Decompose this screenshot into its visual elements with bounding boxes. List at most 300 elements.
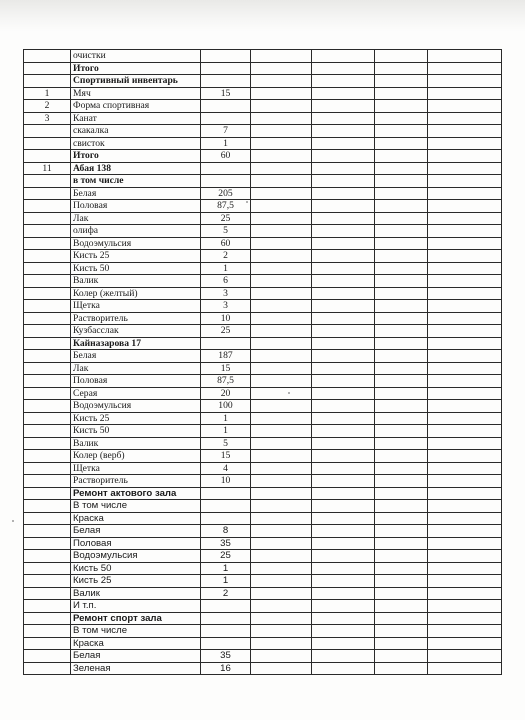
empty-cell [312,400,375,413]
empty-cell [312,575,375,588]
empty-cell [312,425,375,438]
row-number [24,50,71,63]
row-number [24,400,71,413]
row-number [24,512,71,525]
row-number [24,587,71,600]
table-row [24,475,502,488]
item-name: в том числе [71,175,201,188]
empty-cell [251,550,312,563]
empty-cell [375,362,428,375]
item-name: Растворитель [71,312,201,325]
empty-cell [375,487,428,500]
empty-cell [251,487,312,500]
empty-cell [251,587,312,600]
empty-cell [375,500,428,513]
empty-cell [428,625,502,638]
empty-cell [428,587,502,600]
empty-cell [251,575,312,588]
empty-cell [312,187,375,200]
table-row [24,412,502,425]
empty-cell [251,500,312,513]
empty-cell [251,50,312,63]
empty-cell [428,50,502,63]
item-quantity: 100 [201,400,251,413]
empty-cell [428,550,502,563]
empty-cell [312,175,375,188]
item-name: Половая [71,200,201,213]
row-number [24,137,71,150]
empty-cell [428,87,502,100]
empty-cell [312,550,375,563]
empty-cell [312,87,375,100]
empty-cell [312,612,375,625]
empty-cell [312,325,375,338]
item-name: Кисть 50 [71,262,201,275]
item-name: Водоэмульсия [71,400,201,413]
row-number [24,150,71,163]
item-name: В том числе [71,500,201,513]
item-quantity [201,512,251,525]
empty-cell [375,62,428,75]
empty-cell [428,212,502,225]
empty-cell [375,162,428,175]
row-number: 3 [24,112,71,125]
item-quantity: 8 [201,525,251,538]
empty-cell [251,75,312,88]
empty-cell [312,650,375,663]
empty-cell [375,287,428,300]
table-row [24,362,502,375]
row-number [24,662,71,675]
empty-cell [251,600,312,613]
table-row [24,600,502,613]
table-row [24,175,502,188]
row-number [24,525,71,538]
item-name: Серая [71,387,201,400]
empty-cell [375,112,428,125]
row-number [24,575,71,588]
item-quantity: 35 [201,650,251,663]
empty-cell [375,437,428,450]
table-row [24,75,502,88]
row-number [24,262,71,275]
empty-cell [428,525,502,538]
empty-cell [428,237,502,250]
empty-cell [428,112,502,125]
item-name: Кисть 50 [71,562,201,575]
empty-cell [375,312,428,325]
item-name: Кисть 25 [71,575,201,588]
table-row [24,550,502,563]
empty-cell [251,400,312,413]
empty-cell [375,550,428,563]
row-number [24,375,71,388]
row-number [24,75,71,88]
empty-cell [251,137,312,150]
item-name: Половая [71,375,201,388]
empty-cell [251,387,312,400]
item-quantity: 2 [201,587,251,600]
empty-cell [428,337,502,350]
table-row [24,612,502,625]
empty-cell [312,212,375,225]
item-quantity: 20 [201,387,251,400]
empty-cell [428,125,502,138]
table-row [24,150,502,163]
empty-cell [428,300,502,313]
empty-cell [251,162,312,175]
table-row [24,400,502,413]
item-name: Лак [71,212,201,225]
table-row [24,262,502,275]
table-row [24,462,502,475]
empty-cell [251,650,312,663]
empty-cell [251,437,312,450]
item-quantity: 60 [201,150,251,163]
item-name: Мяч [71,87,201,100]
item-quantity: 2 [201,250,251,263]
empty-cell [251,125,312,138]
row-number [24,250,71,263]
empty-cell [251,312,312,325]
item-name: Валик [71,437,201,450]
empty-cell [251,562,312,575]
item-quantity: 1 [201,575,251,588]
empty-cell [312,100,375,113]
empty-cell [375,375,428,388]
table-row [24,200,502,213]
empty-cell [375,462,428,475]
empty-cell [375,262,428,275]
empty-cell [312,225,375,238]
item-name: Половая [71,537,201,550]
empty-cell [428,225,502,238]
table-row [24,300,502,313]
item-name: Колер (желтый) [71,287,201,300]
item-quantity: 25 [201,212,251,225]
table-row [24,212,502,225]
empty-cell [428,62,502,75]
empty-cell [251,525,312,538]
row-number [24,500,71,513]
empty-cell [312,137,375,150]
item-name: Форма спортивная [71,100,201,113]
item-name: Ремонт актового зала [71,487,201,500]
empty-cell [428,362,502,375]
empty-cell [312,500,375,513]
item-quantity: 3 [201,287,251,300]
row-number [24,425,71,438]
item-name: Итого [71,62,201,75]
empty-cell [251,462,312,475]
empty-cell [312,537,375,550]
row-number: 11 [24,162,71,175]
row-number [24,287,71,300]
empty-cell [312,412,375,425]
item-name: Валик [71,275,201,288]
item-quantity: 10 [201,475,251,488]
table-row [24,50,502,63]
table-row [24,387,502,400]
empty-cell [312,637,375,650]
empty-cell [312,312,375,325]
item-quantity: 15 [201,362,251,375]
item-quantity [201,612,251,625]
empty-cell [428,100,502,113]
empty-cell [375,412,428,425]
empty-cell [312,437,375,450]
empty-cell [375,237,428,250]
table-row [24,100,502,113]
row-number [24,300,71,313]
item-name: Водоэмульсия [71,550,201,563]
item-quantity: 1 [201,412,251,425]
row-number [24,325,71,338]
empty-cell [375,75,428,88]
empty-cell [375,250,428,263]
empty-cell [428,287,502,300]
table-row [24,450,502,463]
table-row [24,187,502,200]
row-number [24,600,71,613]
empty-cell [375,612,428,625]
empty-cell [428,400,502,413]
empty-cell [312,625,375,638]
table-row [24,312,502,325]
empty-cell [312,125,375,138]
empty-cell [428,412,502,425]
item-name: Лак [71,362,201,375]
item-quantity: 6 [201,275,251,288]
item-name: И т.п. [71,600,201,613]
item-name: олифа [71,225,201,238]
item-quantity [201,75,251,88]
item-quantity: 205 [201,187,251,200]
empty-cell [428,175,502,188]
empty-cell [312,300,375,313]
empty-cell [251,450,312,463]
empty-cell [251,62,312,75]
table-row [24,637,502,650]
table-row [24,625,502,638]
empty-cell [312,237,375,250]
empty-cell [375,525,428,538]
row-number [24,537,71,550]
empty-cell [312,62,375,75]
row-number [24,550,71,563]
item-quantity: 87,5 [201,375,251,388]
empty-cell [428,600,502,613]
item-name: Кузбасслак [71,325,201,338]
empty-cell [428,200,502,213]
empty-cell [375,625,428,638]
table-row [24,575,502,588]
empty-cell [428,137,502,150]
row-number [24,562,71,575]
empty-cell [375,300,428,313]
empty-cell [428,487,502,500]
table-row [24,325,502,338]
item-quantity [201,500,251,513]
item-quantity: 87,5 [201,200,251,213]
item-quantity [201,487,251,500]
item-name: Краска [71,512,201,525]
empty-cell [312,587,375,600]
empty-cell [251,512,312,525]
item-quantity: 1 [201,137,251,150]
row-number [24,475,71,488]
empty-cell [251,300,312,313]
item-name: скакалка [71,125,201,138]
empty-cell [312,462,375,475]
empty-cell [312,337,375,350]
empty-cell [428,312,502,325]
empty-cell [428,575,502,588]
empty-cell [375,425,428,438]
empty-cell [251,287,312,300]
empty-cell [312,387,375,400]
empty-cell [375,275,428,288]
table-row [24,275,502,288]
empty-cell [428,325,502,338]
item-name: Канат [71,112,201,125]
table-row [24,137,502,150]
empty-cell [375,87,428,100]
table-row [24,112,502,125]
empty-cell [428,162,502,175]
empty-cell [428,475,502,488]
empty-cell [312,112,375,125]
row-number [24,637,71,650]
empty-cell [428,75,502,88]
empty-cell [312,512,375,525]
item-quantity: 5 [201,437,251,450]
empty-cell [428,387,502,400]
empty-cell [312,287,375,300]
item-quantity: 25 [201,550,251,563]
item-quantity: 1 [201,562,251,575]
empty-cell [251,325,312,338]
empty-cell [375,537,428,550]
table-row [24,512,502,525]
item-quantity: 25 [201,325,251,338]
table-row [24,487,502,500]
item-name: Белая [71,525,201,538]
table-row [24,500,502,513]
row-number [24,412,71,425]
item-name: Зеленая [71,662,201,675]
item-quantity [201,637,251,650]
empty-cell [312,600,375,613]
empty-cell [375,650,428,663]
empty-cell [251,175,312,188]
item-quantity [201,175,251,188]
empty-cell [428,450,502,463]
empty-cell [251,350,312,363]
empty-cell [375,450,428,463]
row-number: 2 [24,100,71,113]
item-name: Спортивный инвентарь [71,75,201,88]
table-row [24,350,502,363]
empty-cell [251,375,312,388]
empty-cell [428,187,502,200]
row-number [24,62,71,75]
empty-cell [312,450,375,463]
empty-cell [251,362,312,375]
item-quantity: 3 [201,300,251,313]
row-number [24,212,71,225]
item-quantity: 4 [201,462,251,475]
empty-cell [428,437,502,450]
empty-cell [375,350,428,363]
item-quantity: 35 [201,537,251,550]
table-row [24,375,502,388]
scan-shadow [0,0,525,32]
empty-cell [428,650,502,663]
empty-cell [375,575,428,588]
table-row [24,237,502,250]
empty-cell [428,375,502,388]
item-quantity: 10 [201,312,251,325]
item-quantity: 1 [201,262,251,275]
empty-cell [312,250,375,263]
item-name: свисток [71,137,201,150]
empty-cell [375,187,428,200]
empty-cell [375,125,428,138]
item-name: Валик [71,587,201,600]
empty-cell [251,537,312,550]
empty-cell [375,400,428,413]
item-quantity: 187 [201,350,251,363]
row-number [24,625,71,638]
empty-cell [251,250,312,263]
item-name: Щетка [71,462,201,475]
item-quantity: 1 [201,425,251,438]
empty-cell [375,175,428,188]
item-quantity [201,62,251,75]
row-number [24,187,71,200]
inventory-table [23,49,502,675]
empty-cell [251,112,312,125]
table-row [24,662,502,675]
empty-cell [312,662,375,675]
row-number [24,200,71,213]
row-number: 1 [24,87,71,100]
empty-cell [312,487,375,500]
empty-cell [375,662,428,675]
empty-cell [312,475,375,488]
item-quantity [201,50,251,63]
table-body [24,50,502,675]
item-name: Белая [71,650,201,663]
item-name: Щетка [71,300,201,313]
item-name: Кайназарова 17 [71,337,201,350]
empty-cell [428,537,502,550]
item-quantity [201,625,251,638]
empty-cell [251,262,312,275]
row-number [24,175,71,188]
empty-cell [428,512,502,525]
item-quantity: 60 [201,237,251,250]
empty-cell [251,150,312,163]
table-row [24,587,502,600]
table-row [24,125,502,138]
empty-cell [251,475,312,488]
row-number [24,237,71,250]
empty-cell [312,150,375,163]
table-row [24,425,502,438]
empty-cell [428,612,502,625]
